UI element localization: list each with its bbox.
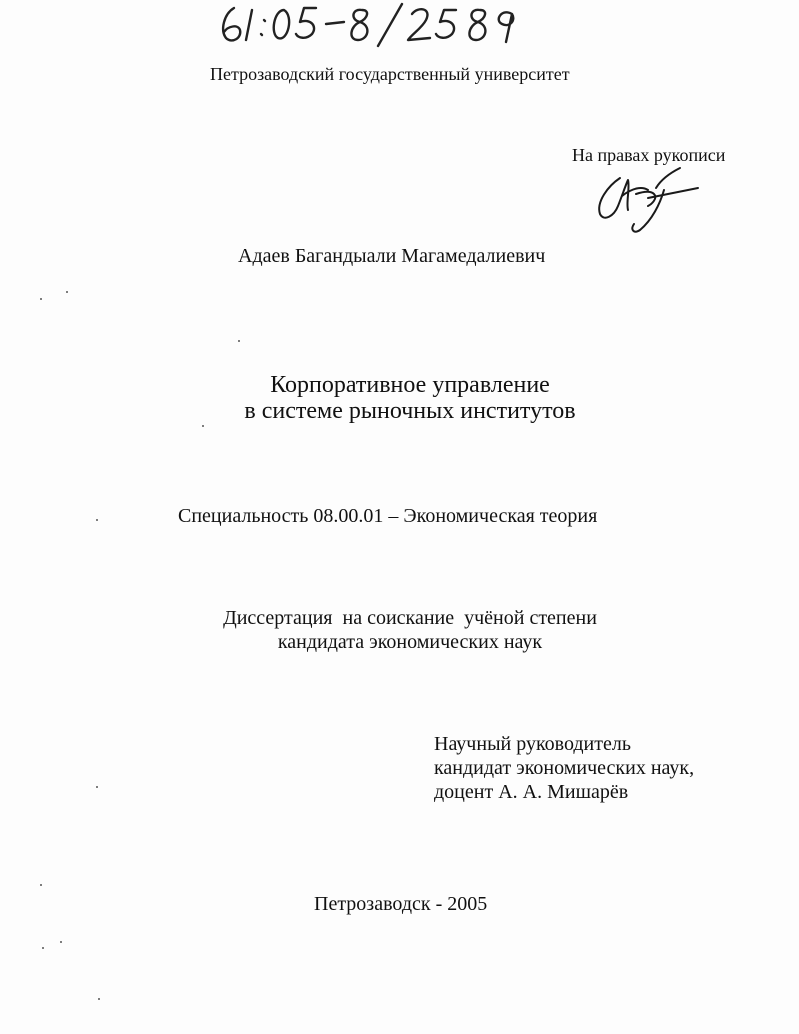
scan-speck bbox=[66, 291, 68, 293]
advisor-line-3: доцент А. А. Мишарёв bbox=[434, 781, 629, 803]
dissertation-line-1: Диссертация на соискание учёной степени bbox=[223, 607, 597, 629]
scan-speck bbox=[60, 941, 62, 943]
university-name: Петрозаводский государственный университет bbox=[210, 64, 570, 84]
scan-speck bbox=[238, 340, 240, 342]
specialty: Специальность 08.00.01 – Экономическая теория bbox=[178, 505, 598, 527]
scan-speck bbox=[40, 884, 42, 886]
author-name: Адаев Багандыали Магамедалиевич bbox=[238, 245, 546, 267]
scan-speck bbox=[40, 298, 42, 300]
dissertation-line-2: кандидата экономических наук bbox=[277, 631, 543, 653]
thesis-title-line-1: Корпоративное управление bbox=[270, 372, 550, 398]
rights-notice: На правах рукописи bbox=[572, 145, 726, 165]
advisor-line-1: Научный руководитель bbox=[434, 733, 631, 755]
scan-speck bbox=[96, 786, 98, 788]
scan-speck bbox=[42, 947, 44, 949]
advisor-line-2: кандидат экономических наук, bbox=[434, 757, 695, 779]
handwritten-archive-number bbox=[212, 0, 532, 50]
scan-speck bbox=[96, 519, 98, 521]
scan-speck bbox=[98, 998, 100, 1000]
thesis-title-line-2: в системе рыночных институтов bbox=[244, 398, 576, 424]
signature bbox=[592, 158, 712, 238]
city-year: Петрозаводск - 2005 bbox=[314, 893, 488, 915]
scan-speck bbox=[202, 425, 204, 427]
